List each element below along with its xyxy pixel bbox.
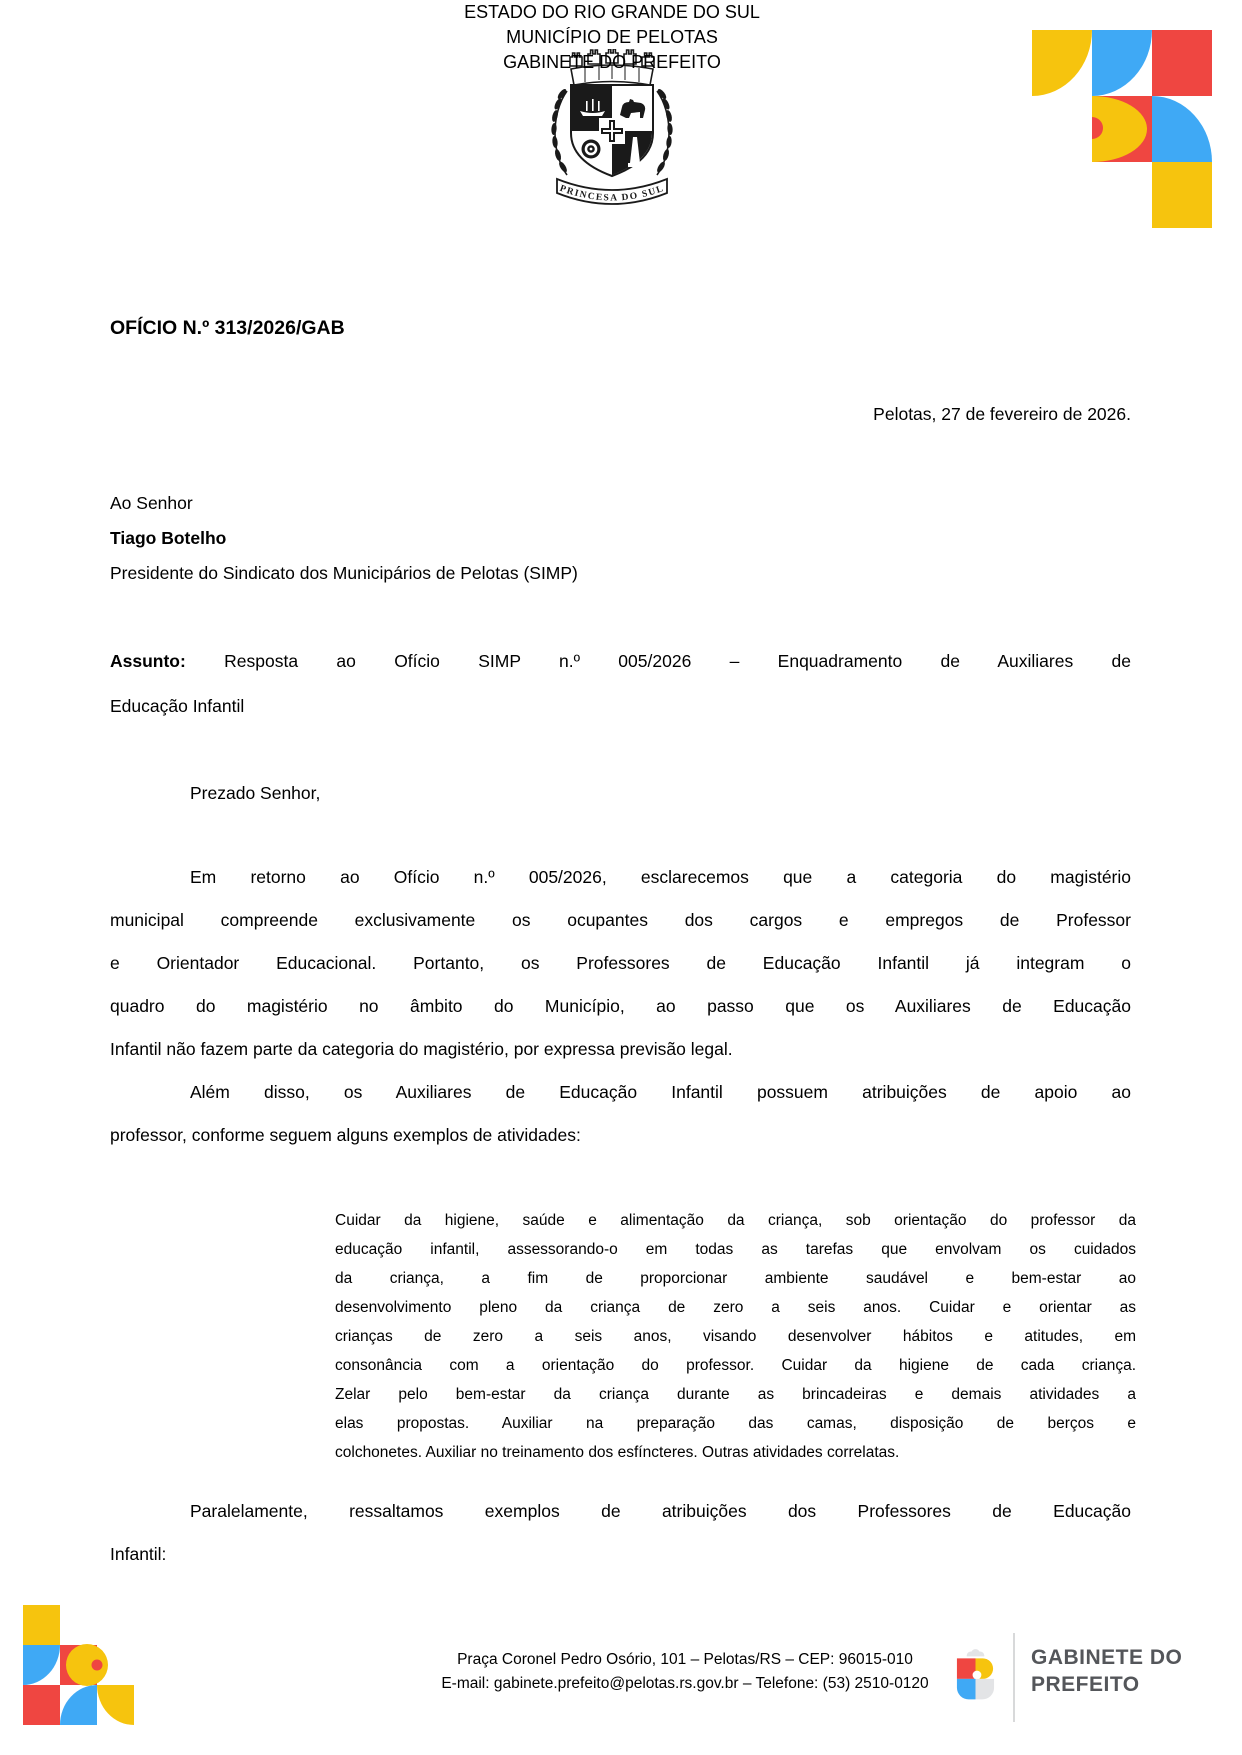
paragraph-line: Em retorno ao Ofício n.º 005/2026, esclarecemos que a categoria do magistério bbox=[190, 867, 1131, 887]
subject-line bbox=[110, 639, 1131, 684]
footer-contact-block bbox=[345, 1648, 1025, 1696]
paragraph-line: quadro do magistério no âmbito do Município, ao passo que os Auxiliares de Educação bbox=[110, 996, 1131, 1016]
footer-contact: E-mail: gabinete.prefeito@pelotas.rs.gov.br – Telefone: (53) 2510-0120 bbox=[441, 1675, 929, 1692]
logo-text-line: PREFEITO bbox=[1031, 1673, 1140, 1696]
quote-line: Zelar pelo bem-estar da criança durante as brincadeiras e demais atividades a bbox=[335, 1386, 1136, 1403]
shield-icon bbox=[571, 85, 653, 176]
quote-line: desenvolvimento pleno da criança de zero a seis anos. Cuidar e orientar as bbox=[335, 1299, 1136, 1316]
notch-shape bbox=[92, 1660, 103, 1671]
cross-charge bbox=[599, 118, 625, 144]
logo-dot bbox=[973, 1671, 982, 1680]
addressee-block bbox=[110, 486, 578, 591]
org-line-municipality: MUNICÍPIO DE PELOTAS bbox=[506, 27, 718, 47]
paragraph-line: municipal compreende exclusivamente os ocupantes dos cargos e empregos de Professor bbox=[110, 910, 1131, 930]
quote-line: Cuidar da higiene, saúde e alimentação da criança, sob orientação do professor da bbox=[335, 1212, 1136, 1229]
logo-quadrant bbox=[957, 1679, 976, 1700]
body-paragraph-1 bbox=[110, 856, 1131, 1071]
footer-address: Praça Coronel Pedro Osório, 101 – Pelotas/RS – CEP: 96015-010 bbox=[457, 1651, 913, 1668]
logo-divider bbox=[1013, 1633, 1015, 1722]
paragraph-line: Paralelamente, ressaltamos exemplos de atribuições dos Professores de Educação bbox=[190, 1501, 1131, 1521]
prefecture-p-icon bbox=[954, 1645, 997, 1703]
logo-quadrant bbox=[976, 1679, 995, 1700]
subject-paragraph bbox=[110, 639, 1131, 729]
addressee-name: Tiago Botelho bbox=[110, 528, 227, 548]
paragraph-line: Infantil não fazem parte da categoria do magistério, por expressa previsão legal. bbox=[110, 1039, 733, 1059]
paragraph-line: e Orientador Educacional. Portanto, os Professores de Educação Infantil já integram o bbox=[110, 953, 1131, 973]
paragraph-line: Além disso, os Auxiliares de Educação Infantil possuem atribuições de apoio ao bbox=[190, 1082, 1131, 1102]
square-shape bbox=[23, 1685, 60, 1725]
logo-text-line: GABINETE DO bbox=[1031, 1646, 1183, 1669]
paragraph-line: professor, conforme seguem alguns exemplos de atividades: bbox=[110, 1125, 581, 1145]
quarter-circle-shape bbox=[97, 1685, 134, 1725]
org-line-state: ESTADO DO RIO GRANDE DO SUL bbox=[464, 2, 760, 22]
body-paragraph-2 bbox=[110, 1071, 1131, 1157]
quote-line: colchonetes. Auxiliar no treinamento dos esfíncteres. Outras atividades correlatas. bbox=[335, 1444, 900, 1461]
paragraph-line: Infantil: bbox=[110, 1544, 167, 1564]
subject-line: Educação Infantil bbox=[110, 696, 245, 716]
square-shape bbox=[23, 1605, 60, 1645]
crest-motto-ribbon bbox=[557, 179, 667, 204]
document-reference: OFÍCIO N.º 313/2026/GAB bbox=[110, 317, 345, 339]
quote-line: consonância com a orientação do professor. Cuidar da higiene de cada criança. bbox=[335, 1357, 1136, 1374]
subject-label: Assunto: bbox=[110, 651, 186, 671]
org-line-office: GABINETE DO PREFEITO bbox=[503, 52, 721, 72]
quarter-circle-shape bbox=[60, 1685, 97, 1725]
date-line: Pelotas, 27 de fevereiro de 2026. bbox=[873, 404, 1131, 424]
quote-line: da criança, a fim de proporcionar ambiente saudável e bem-estar ao bbox=[335, 1270, 1136, 1287]
rosette-charge bbox=[582, 140, 601, 159]
crown-icon bbox=[967, 1649, 985, 1656]
body-paragraph-3 bbox=[110, 1490, 1131, 1576]
quote-line: educação infantil, assessorando-o em todas as tarefas que envolvam os cuidados bbox=[335, 1241, 1136, 1258]
addressee-title: Presidente do Sindicato dos Municipários de Pelotas (SIMP) bbox=[110, 563, 578, 583]
quote-line: crianças de zero a seis anos, visando desenvolver hábitos e atitudes, em bbox=[335, 1328, 1136, 1345]
addressee-salutation: Ao Senhor bbox=[110, 493, 193, 513]
quarter-circle-shape bbox=[1152, 96, 1212, 162]
org-header bbox=[0, 0, 1224, 75]
square-shape bbox=[1152, 162, 1212, 228]
subject-text: Resposta ao Ofício SIMP n.º 005/2026 – Enquadramento de Auxiliares de bbox=[224, 651, 1131, 671]
crest-motto-text: PRINCESA DO SUL bbox=[558, 183, 666, 204]
attributions-quote-block bbox=[335, 1206, 1136, 1467]
quarter-circle-shape bbox=[23, 1645, 60, 1685]
quote-line: elas propostas. Auxiliar na preparação das camas, disposição de berços e bbox=[335, 1415, 1136, 1432]
salutation: Prezado Senhor, bbox=[190, 783, 321, 803]
footer-logo-wordmark bbox=[1031, 1644, 1182, 1698]
bottom-left-decoration bbox=[23, 1605, 143, 1725]
